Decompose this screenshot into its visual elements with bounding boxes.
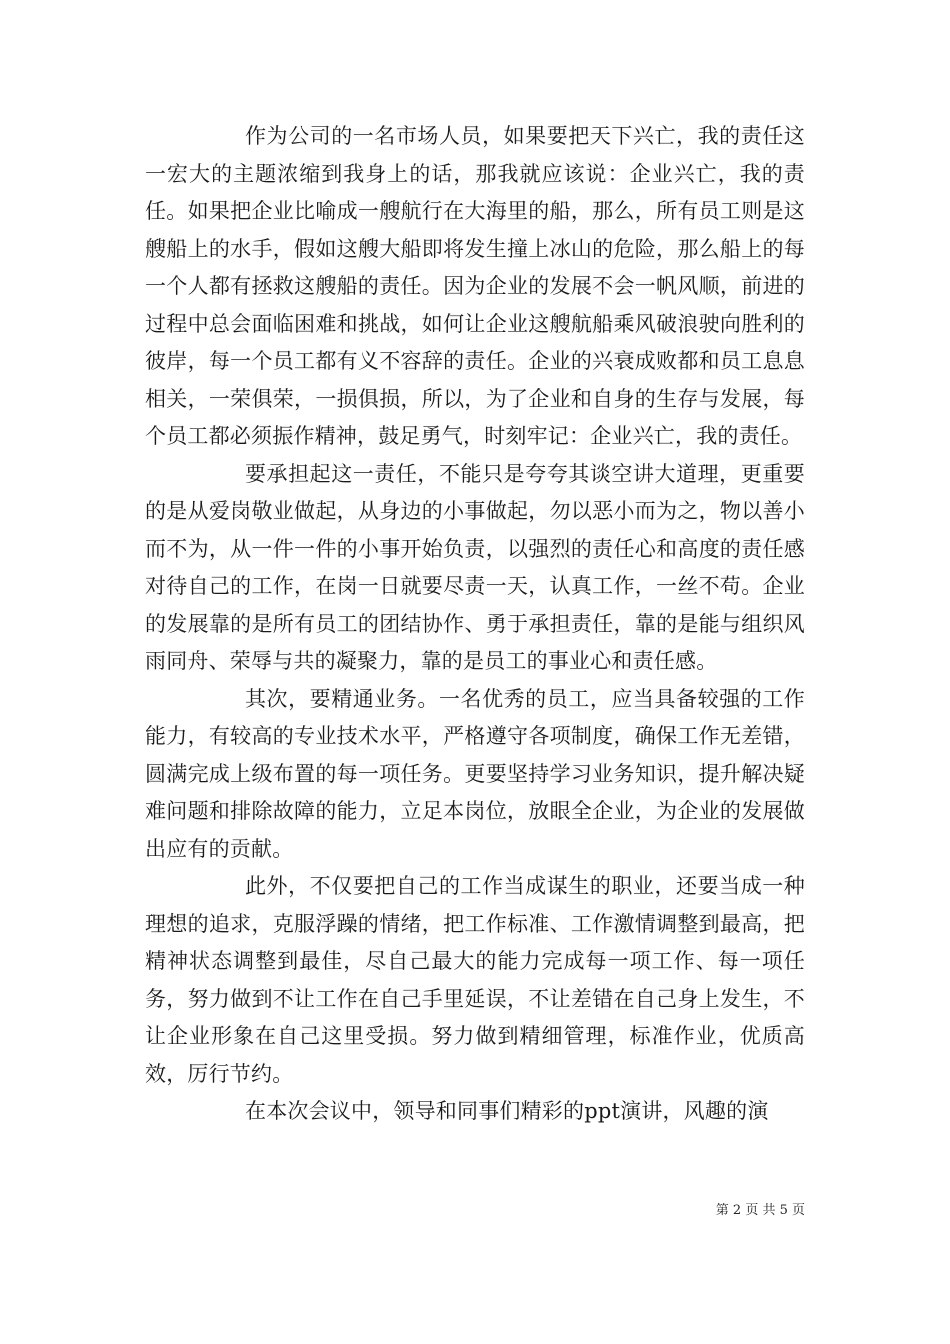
paragraph-4: 此外，不仅要把自己的工作当成谋生的职业，还要当成一种理想的追求，克服浮躁的情绪，把工作标准、工作激情调整到最高，把精神状态调整到最佳，尽自己最大的能力完成每一项工作、每一项任务，努力做到不让工作在自己手里延误，不让差错在自己身上发生，不让企业形象在自己这里受损。努力做到精细管理，标准作业，优质高效，厉行节约。 [145,874,805,1086]
paragraph-1: 作为公司的一名市场人员，如果要把天下兴亡，我的责任这一宏大的主题浓缩到我身上的话，那我就应该说：企业兴亡，我的责任。如果把企业比喻成一艘航行在大海里的船，那么，所有员工则是这艘船上的水手，假如这艘大船即将发生撞上冰山的危险，那么船上的每一个人都有拯救这艘船的责任。因为企业的发展不会一帆风顺，前进的过程中总会面临困难和挑战，如何让企业这艘航船乘风破浪驶向胜利的彼岸，每一个员工都有义不容辞的责任。企业的兴衰成败都和员工息息相关，一荣俱荣，一损俱损，所以，为了企业和自身的生存与发展，每个员工都必须振作精神，鼓足勇气，时刻牢记：企业兴亡，我的责任。 [145,124,805,448]
paragraph-3: 其次，要精通业务。一名优秀的员工，应当具备较强的工作能力，有较高的专业技术水平，严格遵守各项制度，确保工作无差错，圆满完成上级布置的每一项任务。更要坚持学习业务知识，提升解决疑难问题和排除故障的能力，立足本岗位，放眼全企业，为企业的发展做出应有的贡献。 [145,686,805,861]
body-text [145,118,805,1131]
paragraph-5: 在本次会议中，领导和同事们精彩的ppt演讲，风趣的演 [245,1099,769,1123]
page-footer: 第 2 页 共 5 页 [715,1203,805,1218]
paragraph-2: 要承担起这一责任，不能只是夸夸其谈空讲大道理，更重要的是从爱岗敬业做起，从身边的小事做起，勿以恶小而为之，物以善小而不为，从一件一件的小事开始负责，以强烈的责任心和高度的责任感对待自己的工作，在岗一日就要尽责一天，认真工作，一丝不苟。企业的发展靠的是所有员工的团结协作、勇于承担责任，靠的是能与组织风雨同舟、荣辱与共的凝聚力，靠的是员工的事业心和责任感。 [145,461,805,673]
